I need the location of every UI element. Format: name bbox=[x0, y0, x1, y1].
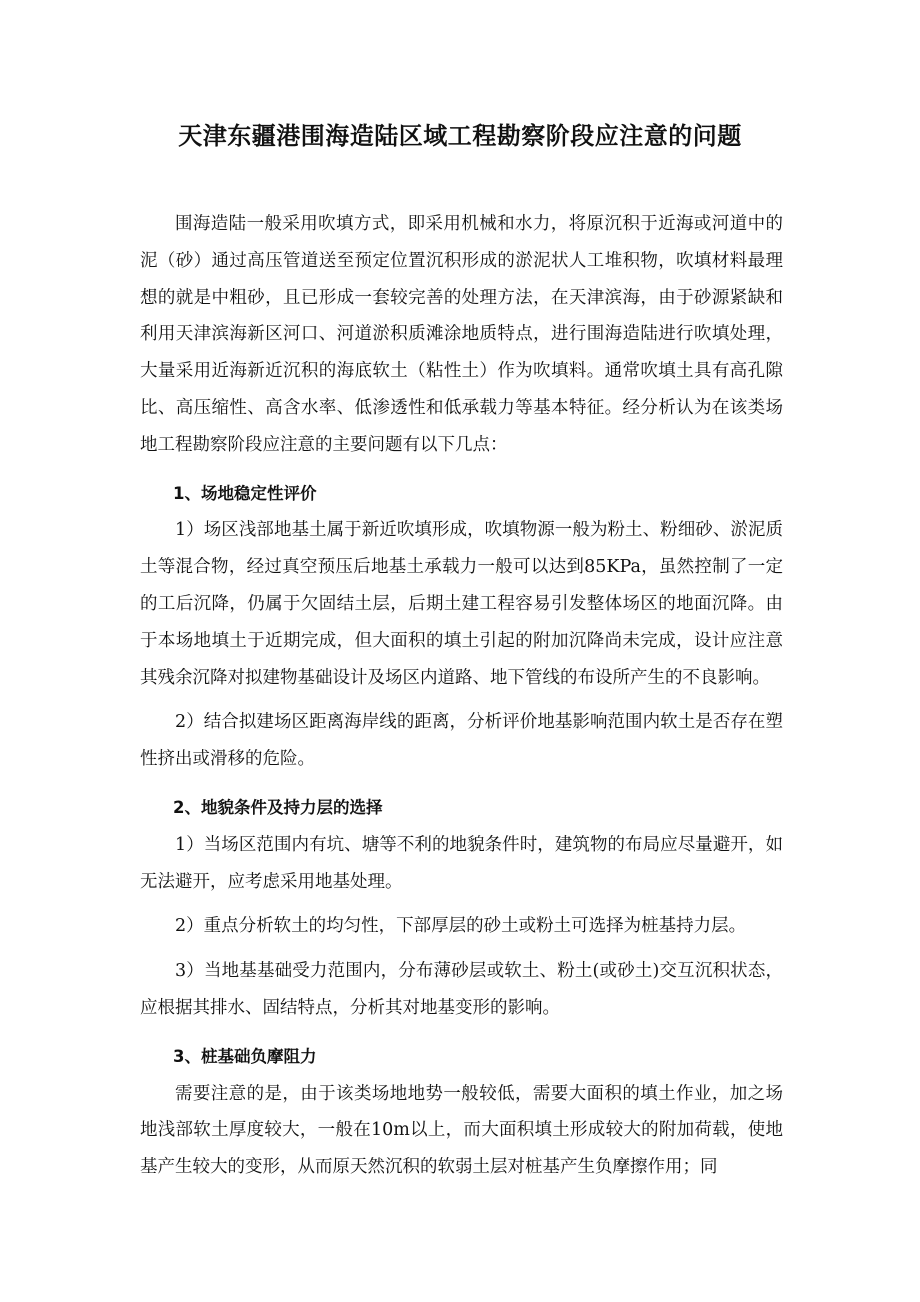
paragraph: 3）当地基基础受力范围内，分布薄砂层或软土、粉土(或砂土)交互沉积状态，应根据其排水、固结特点，分析其对地基变形的影响。 bbox=[140, 961, 783, 1018]
paragraph: 需要注意的是，由于该类场地地势一般较低，需要大面积的填土作业，加之场地浅部软土厚度较大，一般在10m以上，而大面积填土形成较大的附加荷载，使地基产生较大的变形，从而原天然沉积的软弱土层对桩基产生负摩擦作用；同 bbox=[140, 1083, 783, 1178]
intro-paragraph: 围海造陆一般采用吹填方式，即采用机械和水力，将原沉积于近海或河道中的泥（砂）通过高压管道送至预定位置沉积形成的淤泥状人工堆积物，吹填材料最理想的就是中粗砂，且已形成一套较完善的处理方法，在天津滨海，由于砂源紧缺和利用天津滨海新区河口、河道淤积质滩涂地质特点，进行围海造陆进行吹填处理，大量采用近海新近沉积的海底软土（粘性土）作为吹填料。通常吹填土具有高孔隙比、高压缩性、高含水率、低渗透性和低承载力等基本特征。经分析认为在该类场地工程勘察阶段应注意的主要问题有以下几点： bbox=[140, 214, 783, 455]
document-title: 天津东疆港围海造陆区域工程勘察阶段应注意的问题 bbox=[178, 122, 742, 150]
section-heading-negative-friction: 3、桩基础负摩阻力 bbox=[173, 1046, 317, 1066]
section-heading-site-stability: 1、场地稳定性评价 bbox=[173, 483, 317, 503]
paragraph: 2）结合拟建场区距离海岸线的距离，分析评价地基影响范围内软土是否存在塑性挤出或滑移的危险。 bbox=[140, 712, 783, 770]
document-body bbox=[140, 206, 783, 1186]
paragraph: 1）场区浅部地基土属于新近吹填形成，吹填物源一般为粉土、粉细砂、淤泥质土等混合物，经过真空预压后地基土承载力一般可以达到85KPa，虽然控制了一定的工后沉降，仍属于欠固结土层，后期土建工程容易引发整体场区的地面沉降。由于本场地填土于近期完成，但大面积的填土引起的附加沉降尚未完成，设计应注意其残余沉降对拟建物基础设计及场区内道路、地下管线的布设所产生的不良影响。 bbox=[140, 520, 783, 688]
paragraph: 2）重点分析软土的均匀性，下部厚层的砂土或粉土可选择为桩基持力层。 bbox=[175, 916, 747, 937]
paragraph: 1）当场区范围内有坑、塘等不利的地貌条件时，建筑物的布局应尽量避开，如无法避开，应考虑采用地基处理。 bbox=[140, 834, 783, 892]
section-heading-landform-bearing-layer: 2、地貌条件及持力层的选择 bbox=[173, 797, 383, 817]
